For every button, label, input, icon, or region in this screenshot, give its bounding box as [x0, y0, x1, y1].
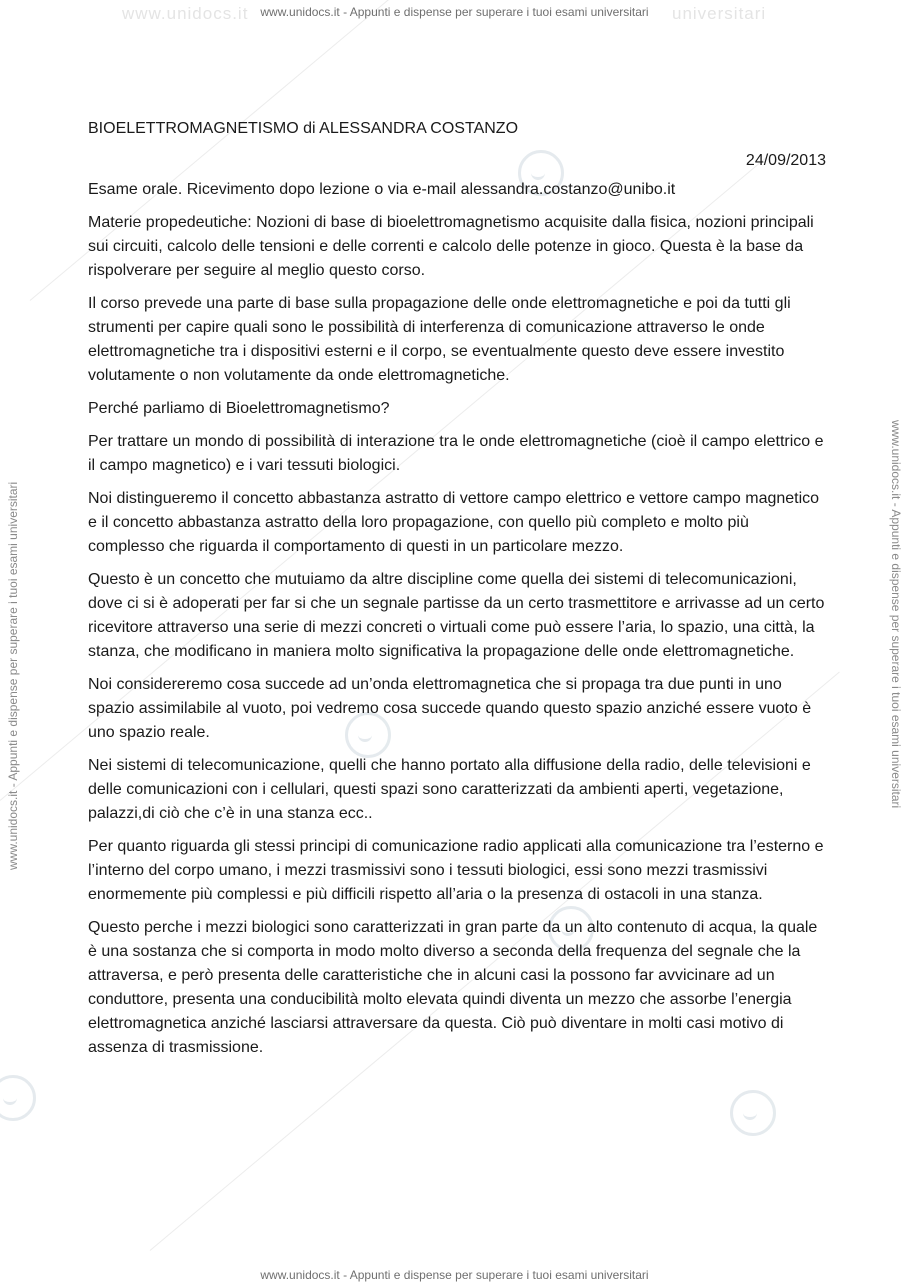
document-body — [88, 117, 826, 1069]
paragraph: Perché parliamo di Bioelettromagnetismo? — [88, 400, 390, 417]
paragraph: Materie propedeutiche: Nozioni di base di bioelettromagnetismo acquisite dalla fisica, nozioni principali sui circuiti, calcolo delle tensioni e delle correnti e calcolo delle potenze in gioco. Questa è la base da rispolverare per seguire al meglio questo corso. — [88, 214, 814, 279]
paragraph: Noi considereremo cosa succede ad un’onda elettromagnetica che si propaga tra due punti in uno spazio assimilabile al vuoto, poi vedremo cosa succede quando questo spazio anziché essere vuoto è uno spazio reale. — [88, 676, 812, 741]
ghost-watermark-right: universitari — [672, 4, 767, 23]
footer-watermark: www.unidocs.it - Appunti e dispense per superare i tuoi esami universitari — [260, 1268, 649, 1282]
ghost-watermark-left: www.unidocs.it — [122, 4, 249, 23]
paragraph: Questo è un concetto che mutuiamo da altre discipline come quella dei sistemi di telecomunicazioni, dove ci si è adoperati per far si che un segnale partisse da un certo trasmettitore e arrivasse ad un certo ricevitore attraverso una serie di mezzi concreti o virtuali come può essere l’aria, lo spazio, una città, la stanza, che modificano in maniera molto significativa la propagazione delle onde elettromagnetiche. — [88, 571, 825, 660]
header-watermark: www.unidocs.it - Appunti e dispense per superare i tuoi esami universitari — [260, 5, 649, 19]
watermark-logo-icon — [730, 1090, 776, 1136]
watermark-logo-icon — [0, 1075, 36, 1121]
paragraph: Nei sistemi di telecomunicazione, quelli che hanno portato alla diffusione della radio, delle televisioni e delle comunicazioni con i cellulari, questi spazi sono caratterizzati da ambienti aperti, vegetazione, palazzi,di ciò che c’è in una stanza ecc.. — [88, 757, 811, 822]
paragraph: Per trattare un mondo di possibilità di interazione tra le onde elettromagnetiche (cioè il campo elettrico e il campo magnetico) e i vari tessuti biologici. — [88, 433, 824, 474]
paragraph: Noi distingueremo il concetto abbastanza astratto di vettore campo elettrico e vettore campo magnetico e il concetto abbastanza astratto della loro propagazione, con quello più completo e molto più complesso che riguarda il comportamento di questi in un particolare mezzo. — [88, 490, 820, 555]
side-watermark-right: www.unidocs.it - Appunti e dispense per superare i tuoi esami universitari — [889, 420, 903, 809]
document-title: BIOELETTROMAGNETISMO di ALESSANDRA COSTANZO — [88, 120, 519, 137]
paragraph: Per quanto riguarda gli stessi principi di comunicazione radio applicati alla comunicazione tra l’esterno e l’interno del corpo umano, i mezzi trasmissivi sono i tessuti biologici, essi sono mezzi trasmissivi enormemente più complessi e più difficili rispetto all’aria o la presenza di ostacoli in una stanza. — [88, 838, 824, 903]
side-watermark-left: www.unidocs.it - Appunti e dispense per superare i tuoi esami universitari — [6, 481, 20, 870]
paragraph: Il corso prevede una parte di base sulla propagazione delle onde elettromagnetiche e poi da tutti gli strumenti per capire quali sono le possibilità di interferenza di comunicazione attraverso le onde elettromagnetiche tra i dispositivi esterni e il corpo, se eventualmente questo deve essere investito volutamente o non volutamente da onde elettromagnetiche. — [88, 295, 791, 384]
paragraph: Questo perche i mezzi biologici sono caratterizzati in gran parte da un alto contenuto di acqua, la quale è una sostanza che si comporta in modo molto diverso a seconda della frequenza del segnale che la attraversa, e però presenta delle caratteristiche che in alcuni casi la possono far avvicinare ad un conduttore, presenta una conducibilità molto elevata quindi diventa un mezzo che assorbe l’energia elettromagnetica anziché lasciarsi attraversare da questa. Ciò può diventare in molti casi motivo di assenza di trasmissione. — [88, 919, 818, 1056]
document-date: 24/09/2013 — [745, 152, 826, 169]
paragraph: Esame orale. Ricevimento dopo lezione o via e-mail alessandra.costanzo@unibo.it — [88, 181, 676, 198]
